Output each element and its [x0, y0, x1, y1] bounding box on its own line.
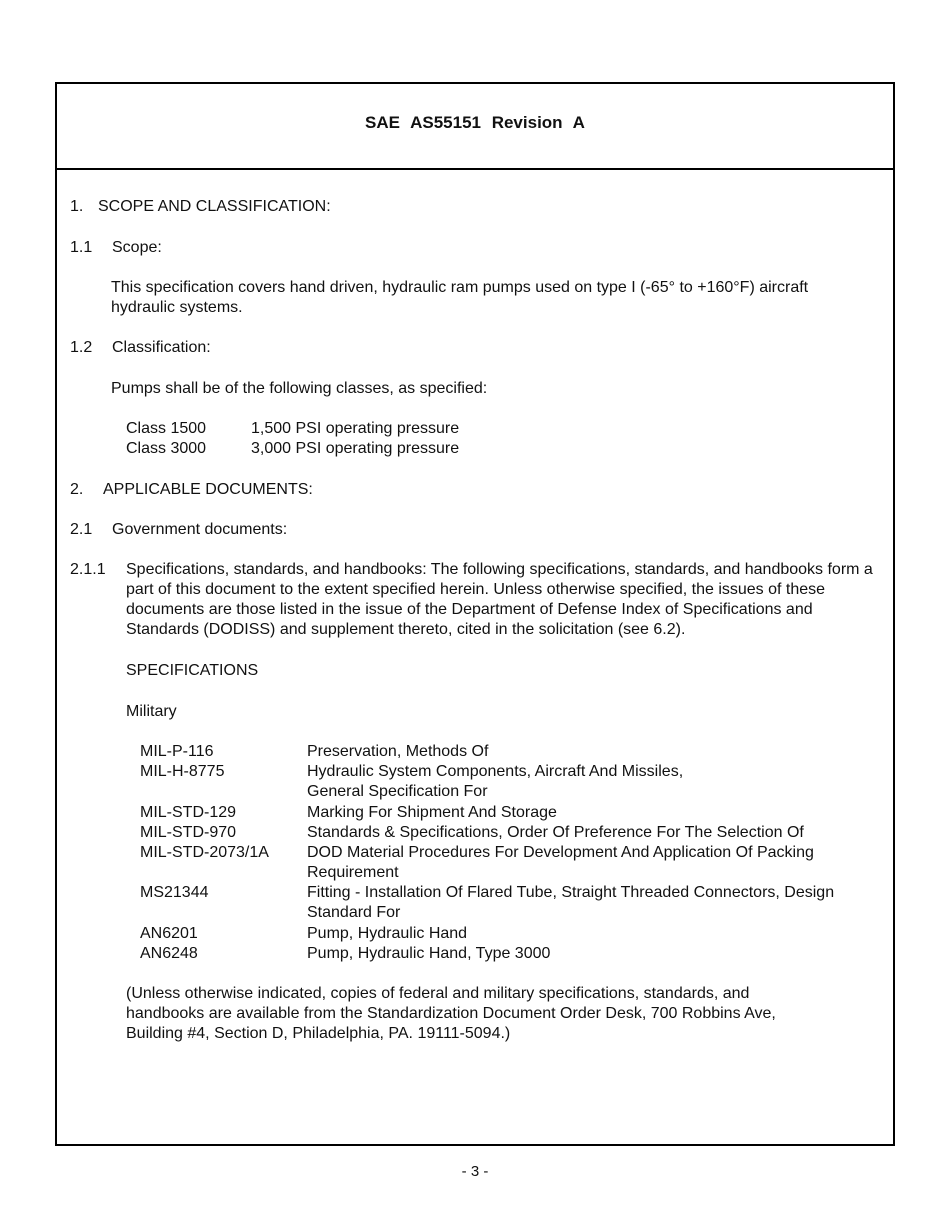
doc-title: Standards & Specifications, Order Of Preference For The Selection Of [307, 824, 804, 841]
class-name: Class 1500 [126, 420, 207, 437]
doc-code: MS21344 [140, 884, 209, 901]
section-1-title: SCOPE AND CLASSIFICATION: [98, 198, 331, 215]
section-2-1-title: Government documents: [112, 521, 288, 538]
section-2-1-number: 2.1 [70, 521, 93, 538]
doc-title: Pump, Hydraulic Hand [307, 925, 468, 942]
class-description: 3,000 PSI operating pressure [251, 440, 460, 457]
specifications-paragraph: Specifications, standards, and handbooks: The following specifications, standards, and handbooks form a part of this document to the extent specified herein. Unless otherwise specified, the issues of these documents are those listed in the issue of the Department of Defense Index of Specifications and Standards (DODISS) and supplement thereto, cited in the solicitation (see 6.2). [126, 561, 873, 638]
doc-title: Marking For Shipment And Storage [307, 804, 557, 821]
doc-code: AN6248 [140, 945, 198, 962]
section-1-number: 1. [70, 198, 84, 215]
doc-title: DOD Material Procedures For Development And Application Of Packing Requirement [307, 844, 814, 881]
section-2-title: APPLICABLE DOCUMENTS: [103, 481, 313, 498]
section-1-2-title: Classification: [112, 339, 211, 356]
doc-title: Pump, Hydraulic Hand, Type 3000 [307, 945, 551, 962]
doc-code: AN6201 [140, 925, 198, 942]
page-number: - 3 - [461, 1163, 489, 1180]
section-1-1-title: Scope: [112, 239, 162, 256]
specifications-heading: SPECIFICATIONS [126, 662, 259, 679]
document-title: SAE AS55151 Revision A [365, 113, 585, 132]
doc-code: MIL-STD-970 [140, 824, 237, 841]
doc-code: MIL-STD-2073/1A [140, 844, 269, 861]
section-1-2-number: 1.2 [70, 339, 93, 356]
document-header [57, 84, 893, 170]
doc-code: MIL-P-116 [140, 743, 214, 760]
section-2-number: 2. [70, 481, 84, 498]
military-heading: Military [126, 703, 177, 720]
section-2-1-1-number: 2.1.1 [70, 561, 106, 578]
class-description: 1,500 PSI operating pressure [251, 420, 460, 437]
scope-paragraph: This specification covers hand driven, hydraulic ram pumps used on type I (-65° to +160°F) aircraft hydraulic systems. [111, 279, 809, 316]
section-1-1-number: 1.1 [70, 239, 93, 256]
doc-code: MIL-STD-129 [140, 804, 237, 821]
doc-title: Fitting - Installation Of Flared Tube, Straight Threaded Connectors, Design Standard For [307, 884, 835, 921]
doc-title: Hydraulic System Components, Aircraft And Missiles, General Specification For [307, 763, 684, 800]
class-name: Class 3000 [126, 440, 207, 457]
classification-paragraph: Pumps shall be of the following classes, as specified: [111, 380, 488, 397]
doc-code: MIL-H-8775 [140, 763, 225, 780]
availability-note: (Unless otherwise indicated, copies of federal and military specifications, standards, and handbooks are available from the Standardization Document Order Desk, 700 Robbins Ave, Building #4, Section D, Philadelphia, PA. 19111-5094.) [126, 985, 776, 1042]
doc-title: Preservation, Methods Of [307, 743, 489, 760]
